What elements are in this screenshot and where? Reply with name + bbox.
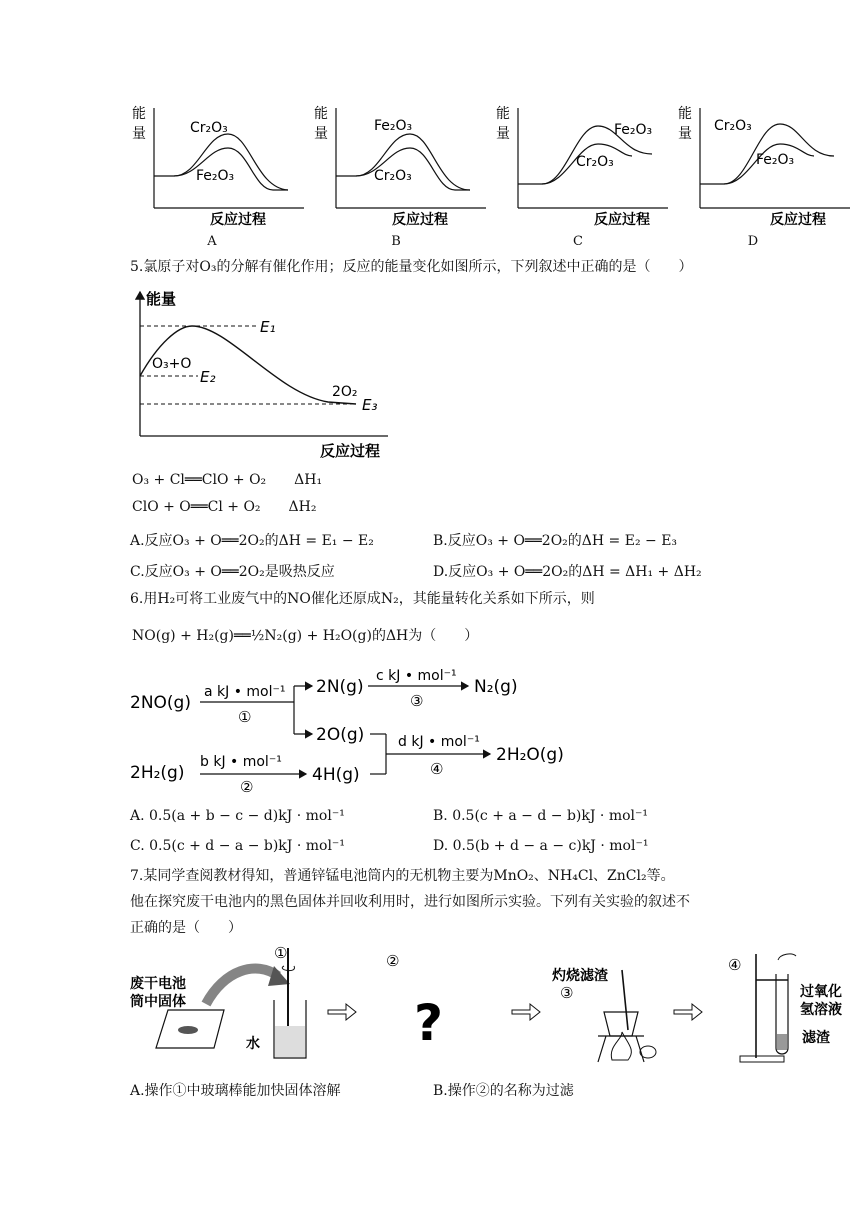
q7-solid-label-1: 废干电池 [130,976,186,992]
graph-d-upper-label: Cr₂O₃ [714,118,752,134]
q7-transfer-arrow [206,969,278,1004]
q5-reactant-label: O₃+O [152,356,192,372]
graph-b-x-label: 反应过程 [392,212,448,228]
graph-a-y-label-2: 量 [132,126,146,142]
q6-a-label: a kJ • mol⁻¹ [204,684,286,700]
q7-next-arrow-1 [328,1004,356,1020]
q7-water-label: 水 [246,1036,260,1052]
caption-c: C [573,234,583,249]
q7-option-b[interactable]: B.操作②的名称为过滤 [433,1083,574,1099]
q5-y-label: 能量 [146,290,177,308]
svg-text:能: 能 [496,106,510,122]
graph-a-y-label-1: 能 [132,106,146,122]
q7-h2o2-label-1: 过氧化 [800,984,842,1000]
top-energy-graphs [128,98,848,238]
q7-dropper [778,954,796,960]
q7-stand-base [740,1056,784,1062]
q7-solid-pile [178,1026,198,1034]
q5-option-b[interactable]: B.反应O₃ + O══2O₂的ΔH = E₂ − E₃ [433,533,678,549]
graph-d-lower-label: Fe₂O₃ [756,152,795,168]
q5-eq1: O₃ + Cl══ClO + O₂ ΔH₁ [132,472,323,488]
svg-text:能: 能 [314,106,328,122]
q7-lamp-cap [640,1046,656,1058]
graph-a-upper-label: Cr₂O₃ [190,120,228,136]
caption-a: A [207,234,217,249]
q5-option-c[interactable]: C.反应O₃ + O══2O₂是吸热反应 [130,564,335,580]
q6-stem: 6.用H₂可将工业废气中的NO催化还原成N₂，其能量转化关系如下所示，则 [130,591,595,607]
q6-option-b[interactable]: B. 0.5(c + a − d − b)kJ · mol⁻¹ [433,808,649,824]
q6-c-label: c kJ • mol⁻¹ [376,668,457,684]
q7-beaker-water [275,1026,305,1057]
q7-step-4: ④ [728,956,742,974]
q6-step-4: ④ [430,760,444,778]
q6-stem-2: NO(g) + H₂(g)══½N₂(g) + H₂O(g)的ΔH为（ ） [132,628,479,644]
q7-next-arrow-3 [674,1004,702,1020]
q5-eq2: ClO + O══Cl + O₂ ΔH₂ [132,499,317,515]
graph-a-x-label: 反应过程 [210,212,266,228]
q7-step-3: ③ [560,984,574,1002]
graph-d-x-label: 反应过程 [770,212,826,228]
q7-tripod [598,1036,644,1062]
q5-energy-diagram [128,284,398,464]
q6-n2-label: N₂(g) [474,677,518,697]
q7-stir-rod [622,970,628,1030]
svg-text:量: 量 [678,126,692,142]
q7-experiment-figure [128,940,856,1070]
svg-text:能: 能 [678,106,692,122]
q7-line-3: 正确的是（ ） [130,920,242,936]
q7-step-2: ② [386,952,400,970]
q5-e2-label: E₂ [200,368,216,386]
q7-burn-label: 灼烧滤渣 [552,968,608,984]
q6-step-3: ③ [410,692,424,710]
graph-b [314,105,486,228]
caption-b: B [391,234,401,249]
svg-text:量: 量 [496,126,510,142]
q6-d-label: d kJ • mol⁻¹ [398,734,480,750]
q6-no-label: 2NO(g) [130,693,191,713]
q7-crucible [604,1012,638,1036]
q6-option-c[interactable]: C. 0.5(c + d − a − b)kJ · mol⁻¹ [130,838,345,854]
q5-e3-label: E₃ [362,396,378,414]
q6-n-label: 2N(g) [316,677,364,697]
graph-a [132,105,304,228]
q7-residue-in-tube [777,1034,787,1050]
q5-product-label: 2O₂ [332,384,358,400]
q7-line-1: 7.某同学查阅教材得知，普通锌锰电池筒内的无机物主要为MnO₂、NH₄Cl、ZnCl₂等。 [130,868,675,884]
caption-d: D [747,234,759,249]
q7-h2o2-label-2: 氢溶液 [800,1002,842,1018]
graph-c-upper-label: Fe₂O₃ [614,122,653,138]
graph-c [496,105,668,228]
graph-b-upper-label: Fe₂O₃ [374,118,413,134]
q6-o-label: 2O(g) [316,725,365,745]
q6-reaction-diagram [128,656,588,796]
q5-x-label: 反应过程 [320,442,381,460]
q7-option-a[interactable]: A.操作①中玻璃棒能加快固体溶解 [130,1083,341,1099]
q5-e1-label: E₁ [260,318,276,336]
q6-h-label: 4H(g) [312,765,360,785]
svg-text:量: 量 [314,126,328,142]
q5-stem: 5.氯原子对O₃的分解有催化作用；反应的能量变化如图所示，下列叙述中正确的是（ ） [130,259,693,275]
q7-residue-label: 滤渣 [802,1030,830,1046]
graph-c-lower-label: Cr₂O₃ [576,154,614,170]
q6-b-label: b kJ • mol⁻¹ [200,754,282,770]
graph-b-lower-label: Cr₂O₃ [374,168,412,184]
q6-option-d[interactable]: D. 0.5(b + d − a − c)kJ · mol⁻¹ [433,838,649,854]
graph-c-x-label: 反应过程 [594,212,650,228]
graph-d [678,105,850,228]
q6-option-a[interactable]: A. 0.5(a + b − c − d)kJ · mol⁻¹ [130,808,345,824]
q5-option-d[interactable]: D.反应O₃ + O══2O₂的ΔH = ΔH₁ + ΔH₂ [433,564,702,580]
q7-solid-label-2: 筒中固体 [130,994,186,1010]
q7-line-2: 他在探究废干电池内的黑色固体并回收利用时，进行如图所示实验。下列有关实验的叙述不 [130,894,690,910]
q7-question-mark: ? [414,994,444,1052]
q6-h2-label: 2H₂(g) [130,763,185,783]
graph-a-lower-label: Fe₂O₃ [196,168,235,184]
q7-next-arrow-2 [512,1004,540,1020]
q6-step-2: ② [240,778,254,796]
q6-h2o-label: 2H₂O(g) [496,745,564,765]
q7-step-1: ① [274,944,288,962]
q5-option-a[interactable]: A.反应O₃ + O══2O₂的ΔH = E₁ − E₂ [130,533,374,549]
q6-step-1: ① [238,708,252,726]
